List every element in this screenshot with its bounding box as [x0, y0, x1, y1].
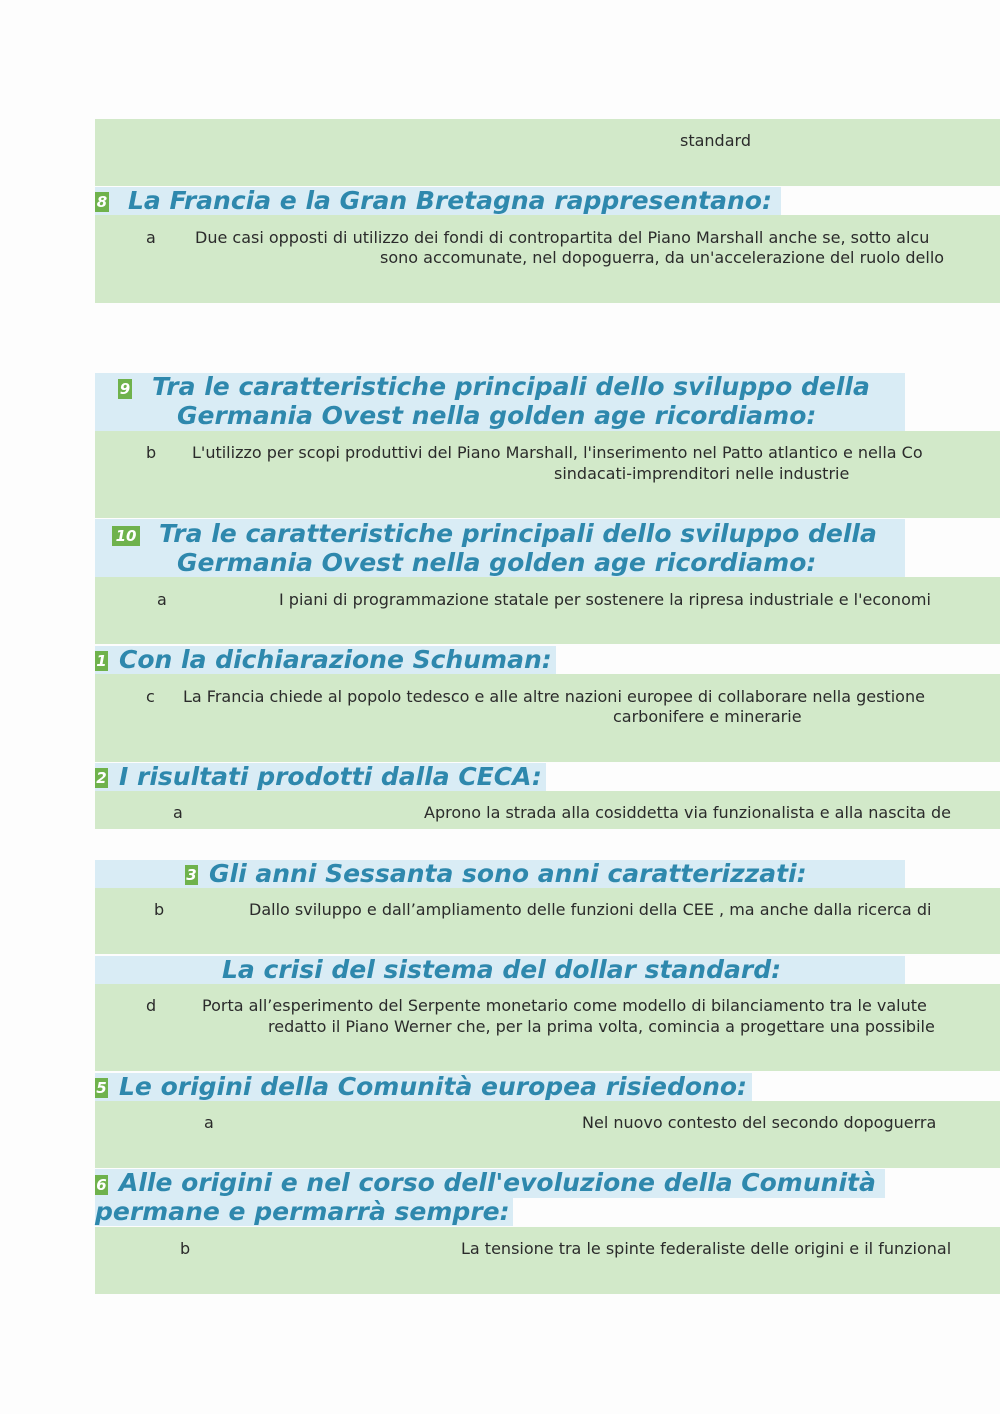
question-title-6-line-1: Alle origini e nel corso dell'evoluzione della Comunità — [119, 1168, 876, 1197]
answer-letter-10: a — [157, 590, 167, 609]
question-title-10-line-2: Germania Ovest nella golden age ricordiamo: — [177, 548, 817, 577]
answer-line-10: I piani di programmazione statale per sostenere la ripresa industriale e l'economi — [279, 590, 931, 609]
answer-letter-3: b — [154, 900, 165, 919]
question-number-6: 6 — [96, 1176, 107, 1194]
answer-line-dollar-1: Porta all’esperimento del Serpente monetario come modello di bilanciamento tra le valute — [202, 996, 927, 1015]
answer-block-dollar — [95, 984, 1000, 1071]
answer-line-9-1: L'utilizzo per scopi produttivi del Piano Marshall, l'inserimento nel Patto atlantico e nella Co — [192, 443, 923, 462]
answer-letter-6: b — [180, 1239, 191, 1258]
answer-line-8-1: Due casi opposti di utilizzo dei fondi di contropartita del Piano Marshall anche se, sotto alcu — [195, 228, 930, 247]
question-title-2: I risultati prodotti dalla CECA: — [119, 762, 542, 791]
answer-line-5: Nel nuovo contesto del secondo dopoguerra — [582, 1113, 937, 1132]
question-title-3: Gli anni Sessanta sono anni caratterizzati: — [209, 859, 807, 888]
answer-block-5 — [95, 1101, 1000, 1168]
question-number-5: 5 — [96, 1079, 107, 1097]
question-title-9-line-1: Tra le caratteristiche principali dello sviluppo della — [152, 372, 870, 401]
answer-block-2 — [95, 791, 1000, 829]
question-number-10: 10 — [112, 526, 140, 546]
answer-letter-5: a — [204, 1113, 214, 1132]
answer-line-9-2: sindacati-imprenditori nelle industrie — [554, 464, 850, 483]
answer-letter-2: a — [173, 803, 183, 822]
question-title-5: Le origini della Comunità europea risiedono: — [119, 1072, 748, 1101]
question-title-6-line-2: permane e permarrà sempre: — [95, 1197, 510, 1226]
question-number-3: 3 — [186, 866, 197, 884]
question-title-10-line-1: Tra le caratteristiche principali dello sviluppo della — [159, 519, 877, 548]
answer-block-8 — [95, 215, 1000, 303]
answer-block-10 — [95, 577, 1000, 644]
answer-block-3 — [95, 888, 1000, 954]
question-number-9: 9 — [119, 380, 131, 398]
question-title-9-line-2: Germania Ovest nella golden age ricordiamo: — [177, 401, 817, 430]
answer-line-dollar-2: redatto il Piano Werner che, per la prima volta, comincia a progettare una possibile — [268, 1017, 935, 1036]
question-title-1: Con la dichiarazione Schuman: — [119, 645, 552, 674]
answer-line-8-2: sono accomunate, nel dopoguerra, da un'accelerazione del ruolo dello — [380, 248, 945, 267]
answer-block-9 — [95, 431, 1000, 518]
answer-block-1 — [95, 674, 1000, 762]
answer-letter-8: a — [146, 228, 156, 247]
answer-letter-1: c — [146, 687, 155, 706]
answer-line-1-2: carbonifere e minerarie — [613, 707, 802, 726]
answer-line-2: Aprono la strada alla cosiddetta via funzionalista e alla nascita de — [424, 803, 951, 822]
question-number-8: 8 — [96, 193, 108, 211]
answer-line-6: La tensione tra le spinte federaliste delle origini e il funzional — [461, 1239, 952, 1258]
answer-letter-9: b — [146, 443, 157, 462]
answer-line-3: Dallo sviluppo e dall’ampliamento delle funzioni della CEE , ma anche dalla ricerca di — [249, 900, 932, 919]
answer-block-6 — [95, 1227, 1000, 1294]
question-title-dollar: La crisi del sistema del dollar standard: — [222, 955, 782, 984]
question-number-2: 2 — [96, 769, 107, 787]
question-number-1: 1 — [96, 652, 107, 670]
answer-line-1-1: La Francia chiede al popolo tedesco e alle altre nazioni europee di collaborare nella gestione — [183, 687, 925, 706]
answer-letter-dollar: d — [146, 996, 157, 1015]
answer-block-top — [95, 119, 1000, 186]
question-title-8: La Francia e la Gran Bretagna rappresentano: — [128, 186, 772, 215]
answer-text-top: standard — [680, 131, 751, 150]
